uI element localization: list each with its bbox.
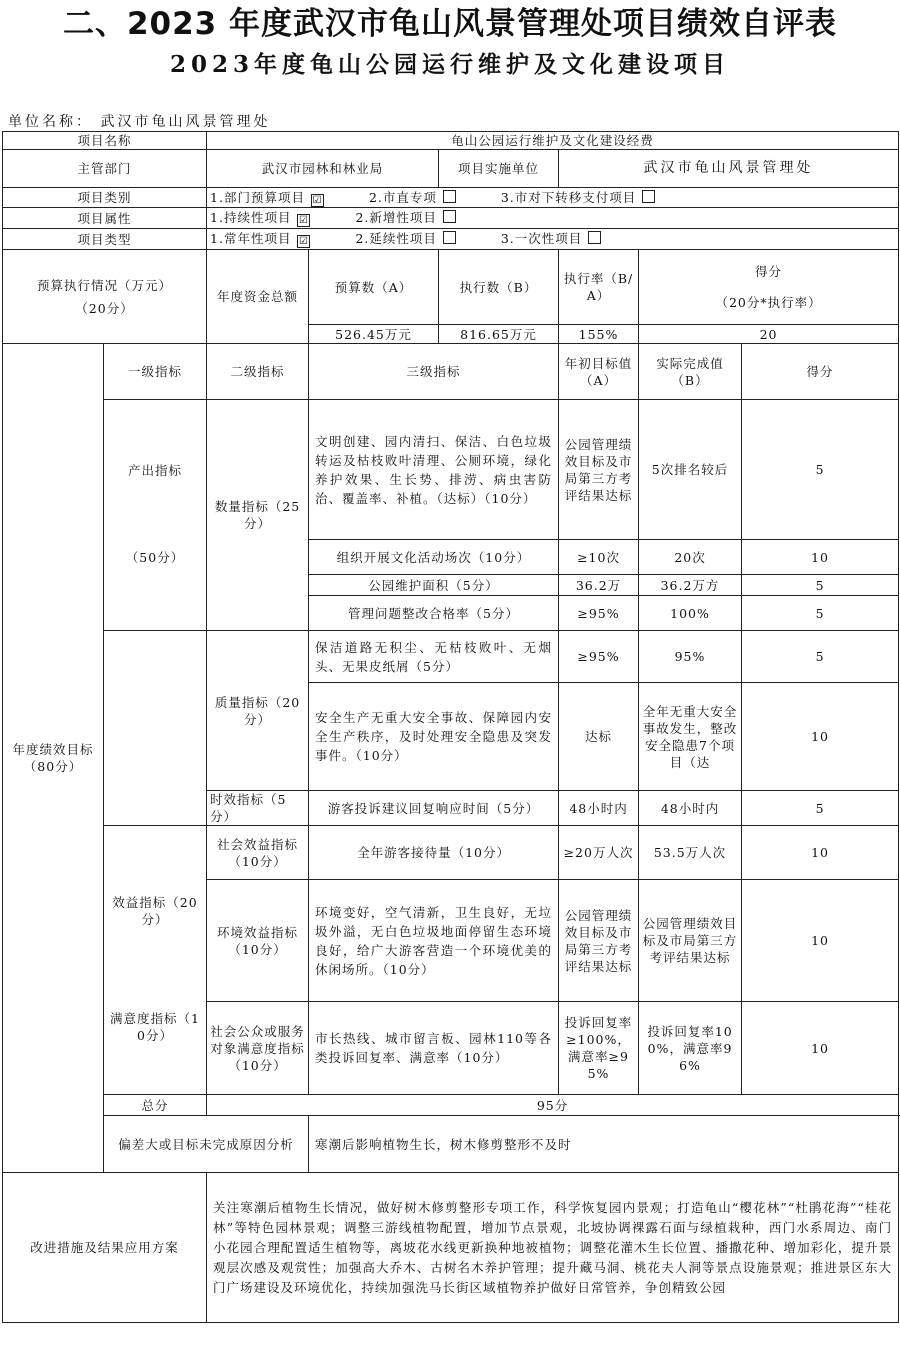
page-title: 二、2023 年度武汉市龟山风景管理处项目绩效自评表 (62, 6, 838, 42)
category-options (207, 188, 899, 208)
dept-value: 武汉市园林和林业局 (207, 150, 439, 188)
type-options (207, 229, 899, 250)
attr-label: 项目属性 (3, 208, 207, 229)
l3-cell: 管理问题整改合格率（5分） (309, 596, 559, 631)
row-category (3, 188, 899, 208)
quantity-l2: 数量指标（25分） (207, 400, 309, 631)
target-cell: 投诉回复率≥100%，满意率≥95% (559, 1002, 639, 1095)
output-l1-cont (104, 631, 207, 826)
improve-value: 关注寒潮后植物生长情况，做好树木修剪整形专项工作，科学恢复园内景观；打造龟山“樱花林”“杜鹃花海”“桂花林”等特色园林景观；调整三游线植物配置，增加节点景观，北坡协调裸露石面与绿植栽种，西门水系周边、南门小花园合理配置适生植物等，离坡花水线更新换种地被植物；调整花灌木生长位置、播撒花种、增加彩化，提升景观层次感及观赏性；加强高大乔木、古树名木养护管理；提升藏马洞、桃花夫人洞等景点设施景观；推进景区东大门广场建设及环境优化，持续加强洗马长街区域植物养护做好日常管养，争创精致公园 (207, 1173, 899, 1323)
budget-label: 预算执行情况（万元） （20分） (3, 250, 207, 344)
table-row (3, 400, 899, 540)
target-cell: 公园管理绩效目标及市局第三方考评结果达标 (559, 400, 639, 540)
type-label: 项目类型 (3, 229, 207, 250)
l3-cell: 组织开展文化活动场次（10分） (309, 540, 559, 575)
score-cell: 10 (742, 880, 899, 1002)
row-improve (3, 1173, 899, 1323)
l3-cell: 公园维护面积（5分） (309, 575, 559, 596)
checkbox-icon: ☑ (298, 236, 309, 247)
score-cell: 5 (742, 631, 899, 683)
score-cell: 10 (742, 1002, 899, 1095)
actual-cell: 5次排名较后 (639, 400, 742, 540)
l3-cell: 环境变好，空气清新，卫生良好，无垃圾外溢，无白色垃圾地面停留生态环境良好，给广大游客营造一个环境优美的休闲场所。（10分） (309, 880, 559, 1002)
project-name-value: 龟山公园运行维护及文化建设经费 (207, 132, 899, 150)
checkbox-icon: ☑ (312, 194, 323, 206)
actual-cell: 全年无重大安全事故发生，整改安全隐患7个项目（达 (639, 683, 742, 791)
budget-score-value: 20 (639, 325, 899, 344)
quality-l2: 质量指标（20分） (207, 631, 309, 791)
dept-label: 主管部门 (3, 150, 207, 188)
actual-cell: 投诉回复率100%，满意率96% (639, 1002, 742, 1095)
row-type (3, 229, 899, 250)
score-cell: 5 (742, 596, 899, 631)
type-opt-3: 3.一次性项目 (500, 231, 583, 246)
exec-label: 执行数（B） (439, 250, 559, 325)
fund-label: 年度资金总额 (207, 250, 309, 344)
page-subtitle: 2023年度龟山公园运行维护及文化建设项目 (169, 51, 730, 78)
target-cell: 48小时内 (559, 791, 639, 826)
unit-name: 单位名称： 武汉市龟山风景管理处 (8, 114, 271, 130)
timeliness-l2: 时效指标（5分） (207, 791, 309, 826)
score-cell: 5 (742, 400, 899, 540)
l3-cell: 游客投诉建议回复响应时间（5分） (309, 791, 559, 826)
impl-value: 武汉市龟山风景管理处 (559, 150, 899, 188)
checkbox-icon: ☑ (298, 215, 309, 226)
plan-value: 526.45万元 (309, 325, 439, 344)
target-header: 年初目标值（A） (559, 344, 639, 400)
target-cell: 公园管理绩效目标及市局第三方考评结果达标 (559, 880, 639, 1002)
project-name-label: 项目名称 (3, 132, 207, 150)
row-dept (3, 150, 899, 188)
l3-cell: 全年游客接待量（10分） (309, 826, 559, 880)
l3-header: 三级指标 (309, 344, 559, 400)
goal-label: 年度绩效目标 （80分） (3, 344, 104, 1173)
l3-cell: 保洁道路无积尘、无枯枝败叶、无烟头、无果皮纸屑（5分） (309, 631, 559, 683)
table-row (3, 631, 899, 683)
category-opt-2: 2.市直专项 (368, 189, 437, 205)
actual-cell: 公园管理绩效目标及市局第三方考评结果达标 (639, 880, 742, 1002)
checkbox-icon (443, 190, 456, 203)
category-opt-3: 3.市对下转移支付项目 (500, 189, 637, 205)
actual-cell: 36.2万方 (639, 575, 742, 596)
deviation-value: 寒潮后影响植物生长，树木修剪整形不及时 (309, 1116, 899, 1173)
score-cell: 10 (742, 540, 899, 575)
l3-cell: 文明创建、园内清扫、保洁、白色垃圾转运及枯枝败叶清理、公厕环境，绿化养护效果、生长势、排涝、病虫害防治、覆盖率、补植。（达标）（10分） (309, 400, 559, 540)
attr-opt-1: 1.持续性项目 (210, 210, 292, 225)
benefit-l1: 效益指标（20分） 满意度指标（10分） (104, 826, 207, 1095)
budget-score-label: 得分 （20分*执行率） (639, 250, 899, 325)
actual-cell: 20次 (639, 540, 742, 575)
checkbox-icon (642, 190, 655, 203)
row-budget-header (3, 250, 899, 325)
public-sat-l2: 社会公众或服务对象满意度指标（10分） (207, 1002, 309, 1095)
rate-label: 执行率（B/A） (559, 250, 639, 325)
category-label: 项目类别 (3, 188, 207, 208)
attr-opt-2: 2.新增性项目 (355, 210, 437, 225)
score-cell: 5 (742, 575, 899, 596)
target-cell: 达标 (559, 683, 639, 791)
table-row (3, 826, 899, 880)
checkbox-icon (443, 210, 456, 223)
category-opt-1: 1.部门预算项目 (210, 189, 305, 205)
score-cell: 10 (742, 683, 899, 791)
target-cell: ≥10次 (559, 540, 639, 575)
actual-cell: 100% (639, 596, 742, 631)
actual-header: 实际完成值（B） (639, 344, 742, 400)
actual-cell: 53.5万人次 (639, 826, 742, 880)
target-cell: ≥95% (559, 596, 639, 631)
type-opt-2: 2.延续性项目 (355, 231, 437, 246)
score-cell: 10 (742, 826, 899, 880)
l1-header: 一级指标 (104, 344, 207, 400)
plan-label: 预算数（A） (309, 250, 439, 325)
social-l2: 社会效益指标（10分） (207, 826, 309, 880)
rate-value: 155% (559, 325, 639, 344)
impl-label: 项目实施单位 (439, 150, 559, 188)
exec-value: 816.65万元 (439, 325, 559, 344)
l3-cell: 安全生产无重大安全事故、保障园内安全生产秩序，及时处理安全隐患及突发事件。（10分） (309, 683, 559, 791)
improve-label: 改进措施及结果应用方案 (3, 1173, 207, 1323)
row-total (3, 1095, 899, 1116)
target-cell: ≥95% (559, 631, 639, 683)
deviation-label: 偏差大或目标未完成原因分析 (104, 1116, 309, 1173)
row-indicator-header (3, 344, 899, 400)
type-opt-1: 1.常年性项目 (210, 231, 292, 246)
attr-options (207, 208, 899, 229)
env-l2: 环境效益指标（10分） (207, 880, 309, 1002)
l3-cell: 市长热线、城市留言板、园林110等各类投诉回复率、满意率（10分） (309, 1002, 559, 1095)
actual-cell: 95% (639, 631, 742, 683)
checkbox-icon (588, 231, 601, 244)
row-project-name (3, 132, 899, 150)
score-cell: 5 (742, 791, 899, 826)
total-label: 总分 (104, 1095, 207, 1116)
evaluation-table (2, 131, 899, 1323)
checkbox-icon (443, 231, 456, 244)
row-deviation (3, 1116, 899, 1173)
total-value: 95分 (207, 1095, 899, 1116)
score-header: 得分 (742, 344, 899, 400)
target-cell: ≥20万人次 (559, 826, 639, 880)
row-attr (3, 208, 899, 229)
target-cell: 36.2万 (559, 575, 639, 596)
output-l1: 产出指标 （50分） (104, 400, 207, 631)
actual-cell: 48小时内 (639, 791, 742, 826)
l2-header: 二级指标 (207, 344, 309, 400)
